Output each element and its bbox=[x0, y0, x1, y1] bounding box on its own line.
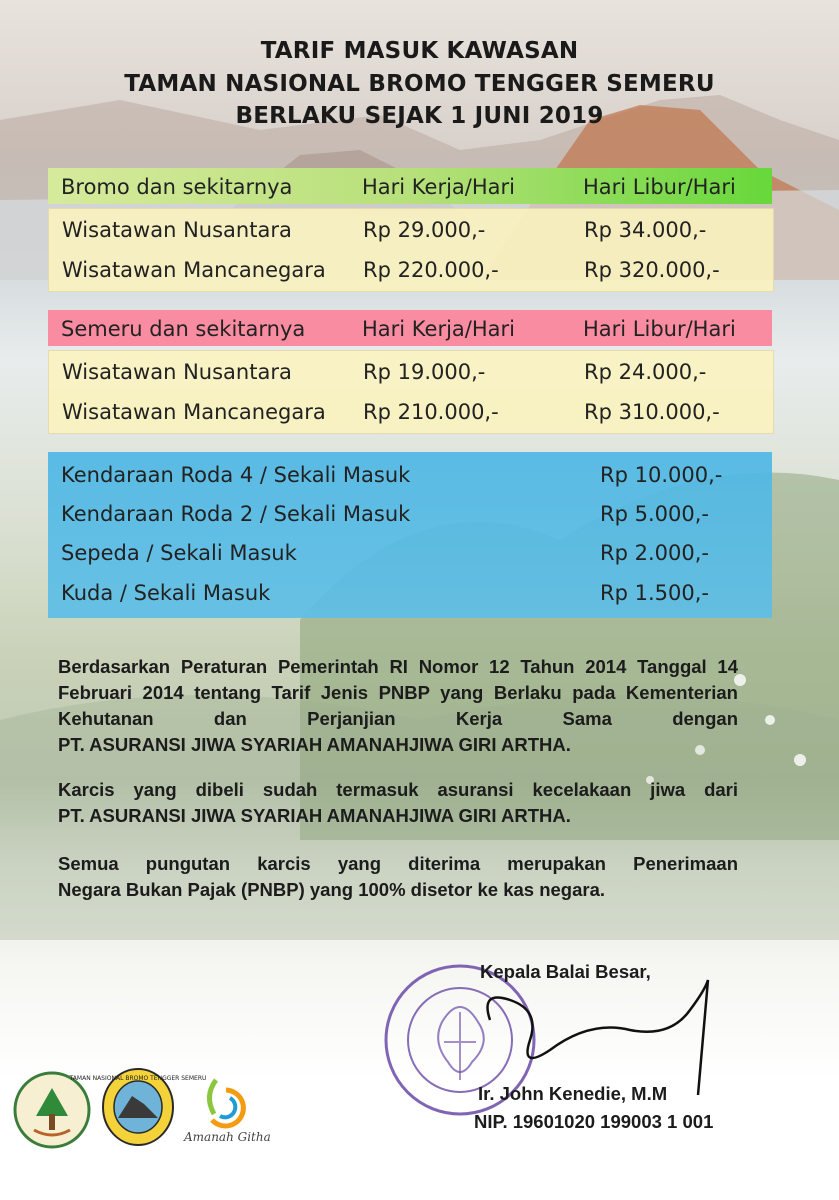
regulation-note-last-line: PT. ASURANSI JIWA SYARIAH AMANAHJIWA GIRI ARTHA. bbox=[58, 734, 571, 755]
holiday-column-header: Hari Libur/Hari bbox=[583, 317, 736, 341]
visitor-type: Wisatawan Nusantara bbox=[62, 360, 292, 384]
insurance-note-text: Karcis yang dibeli sudah termasuk asuransi kecelakaan jiwa dari bbox=[58, 779, 738, 800]
bromo-tariff-box bbox=[48, 208, 774, 292]
vehicle-tariff-box bbox=[48, 452, 772, 618]
weekday-price: Rp 29.000,- bbox=[363, 218, 486, 242]
weekday-price: Rp 210.000,- bbox=[363, 400, 499, 424]
visitor-type: Wisatawan Mancanegara bbox=[62, 258, 326, 282]
vehicle-row bbox=[48, 458, 772, 494]
tariff-row bbox=[49, 355, 773, 391]
page-title-line-2: TAMAN NASIONAL BROMO TENGGER SEMERU bbox=[124, 71, 715, 97]
handwritten-signature bbox=[470, 960, 730, 1100]
section-name: Semeru dan sekitarnya bbox=[61, 317, 306, 341]
pnbp-note-text: Semua pungutan karcis yang diterima merupakan Penerimaan bbox=[58, 853, 738, 874]
vehicle-type: Kendaraan Roda 4 / Sekali Masuk bbox=[61, 463, 411, 487]
section-name: Bromo dan sekitarnya bbox=[61, 175, 293, 199]
holiday-price: Rp 24.000,- bbox=[584, 360, 707, 384]
vehicle-price: Rp 5.000,- bbox=[600, 502, 709, 526]
weekday-price: Rp 220.000,- bbox=[363, 258, 499, 282]
weekday-column-header: Hari Kerja/Hari bbox=[362, 175, 515, 199]
vehicle-row bbox=[48, 536, 772, 572]
signatory-name: Ir. John Kenedie, M.M bbox=[478, 1083, 668, 1104]
regulation-note-text: Berdasarkan Peraturan Pemerintah RI Nomor 12 Tahun 2014 Tanggal 14 Februari 2014 tentang Tarif Jenis PNBP yang Berlaku pada Kementerian Kehutanan dan Perjanjian Kerja Sama dengan bbox=[58, 656, 738, 729]
bromo-section-header bbox=[48, 168, 772, 204]
weekday-column-header: Hari Kerja/Hari bbox=[362, 317, 515, 341]
ministry-logo-icon bbox=[12, 1070, 92, 1150]
semeru-tariff-box bbox=[48, 350, 774, 434]
park-seal-text: TAMAN NASIONAL BROMO TENGGER SEMERU bbox=[69, 1075, 207, 1082]
holiday-price: Rp 34.000,- bbox=[584, 218, 707, 242]
weekday-price: Rp 19.000,- bbox=[363, 360, 486, 384]
semeru-section-header bbox=[48, 310, 772, 346]
pnbp-note-last-line: Negara Bukan Pajak (PNBP) yang 100% disetor ke kas negara. bbox=[58, 879, 606, 900]
vehicle-price: Rp 10.000,- bbox=[600, 463, 723, 487]
pnbp-note bbox=[58, 851, 738, 903]
insurance-note-last-line: PT. ASURANSI JIWA SYARIAH AMANAHJIWA GIRI ARTHA. bbox=[58, 805, 571, 826]
vehicle-row bbox=[48, 576, 772, 612]
signatory-title: Kepala Balai Besar, bbox=[480, 961, 651, 982]
tariff-row bbox=[49, 213, 773, 249]
insurer-brand-text: Amanah Githa bbox=[184, 1130, 271, 1144]
visitor-type: Wisatawan Nusantara bbox=[62, 218, 292, 242]
page-title-line-1: TARIF MASUK KAWASAN bbox=[260, 38, 579, 64]
vehicle-row bbox=[48, 497, 772, 533]
tariff-row bbox=[49, 395, 773, 431]
regulation-note bbox=[58, 654, 738, 758]
national-park-seal-icon bbox=[69, 1066, 207, 1148]
signatory-nip: NIP. 19601020 199003 1 001 bbox=[474, 1111, 714, 1132]
vehicle-price: Rp 2.000,- bbox=[600, 541, 709, 565]
vehicle-type: Kuda / Sekali Masuk bbox=[61, 581, 271, 605]
page-title-line-3: BERLAKU SEJAK 1 JUNI 2019 bbox=[235, 103, 604, 129]
visitor-type: Wisatawan Mancanegara bbox=[62, 400, 326, 424]
holiday-price: Rp 320.000,- bbox=[584, 258, 720, 282]
insurance-note bbox=[58, 777, 738, 829]
vehicle-type: Kendaraan Roda 2 / Sekali Masuk bbox=[61, 502, 411, 526]
vehicle-type: Sepeda / Sekali Masuk bbox=[61, 541, 297, 565]
tariff-row bbox=[49, 253, 773, 289]
holiday-price: Rp 310.000,- bbox=[584, 400, 720, 424]
vehicle-price: Rp 1.500,- bbox=[600, 581, 709, 605]
holiday-column-header: Hari Libur/Hari bbox=[583, 175, 736, 199]
